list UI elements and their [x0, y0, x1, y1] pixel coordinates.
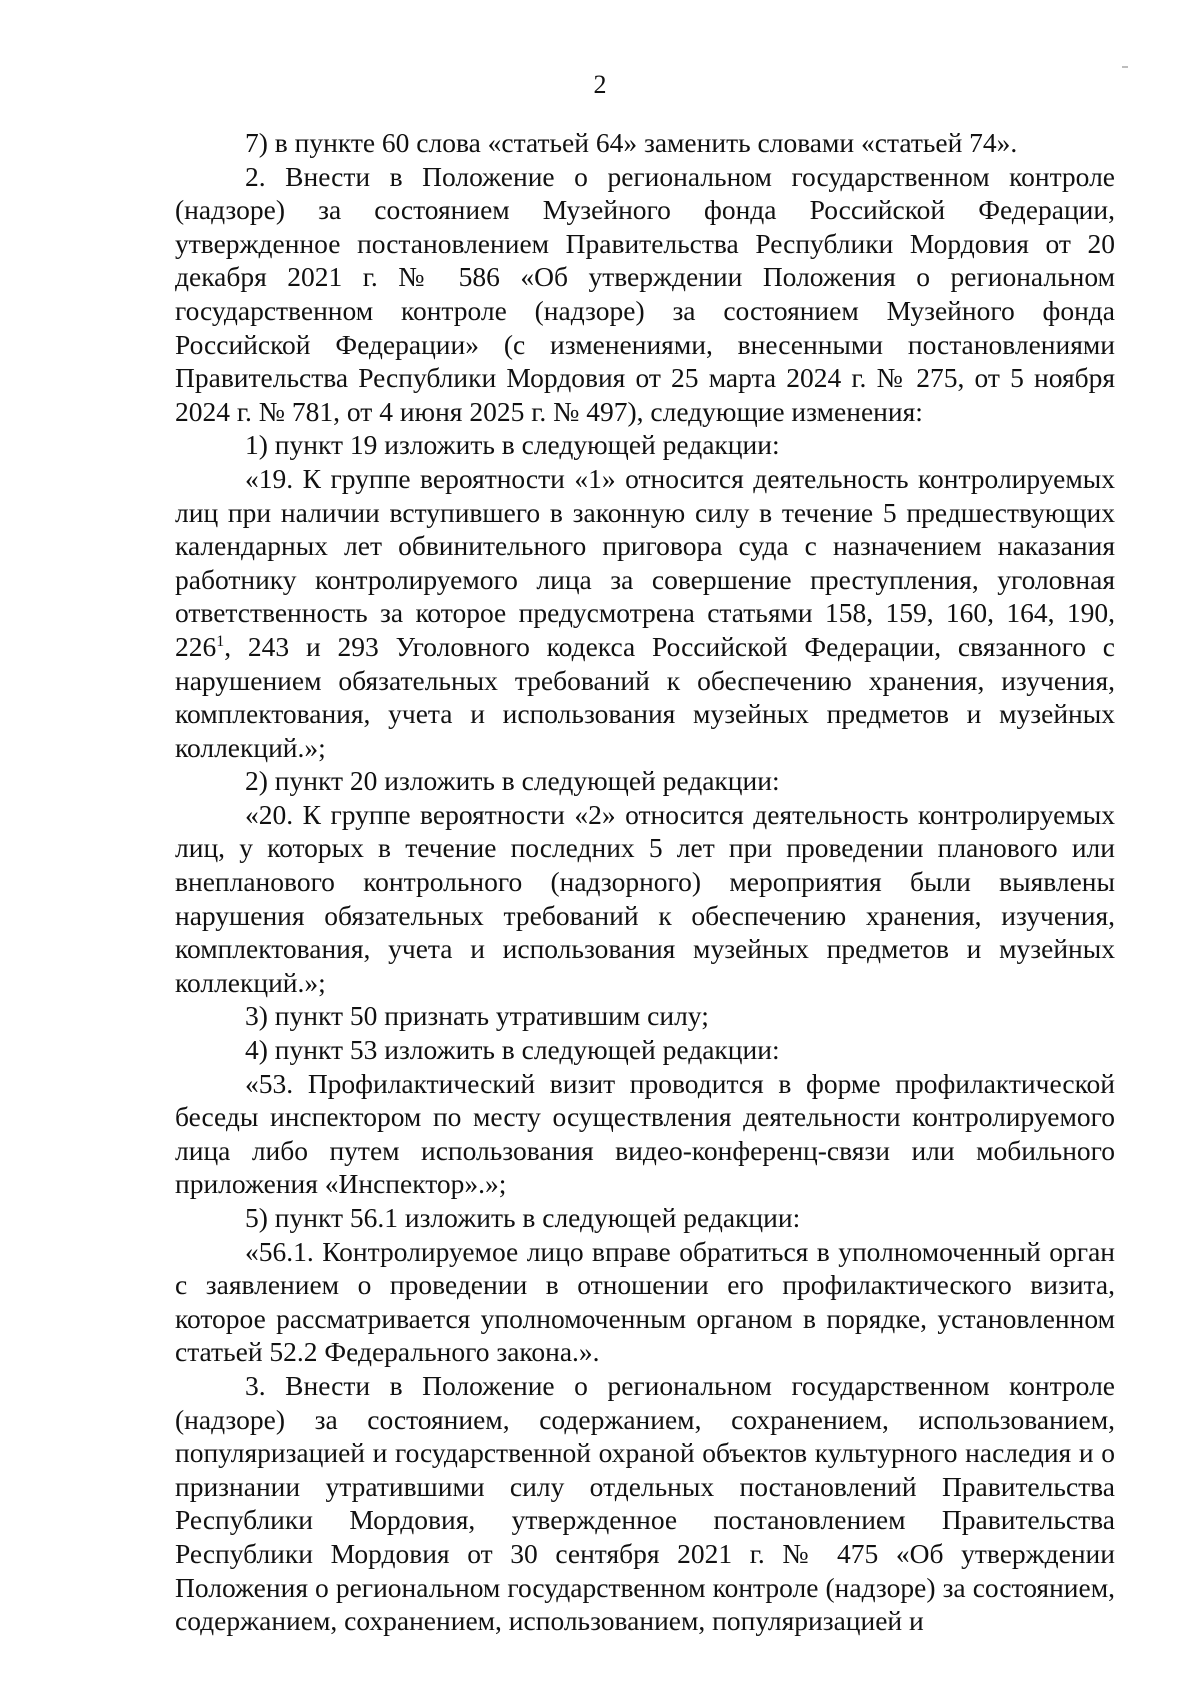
scan-mark	[1122, 66, 1128, 68]
document-body	[175, 126, 1115, 1638]
clause-19-text: «19. К группе вероятности «1» относится деятельность контролируемых лиц при наличии вступившего в законную силу в течение 5 предшествующих календарных лет обвинительного приговора суда с назначением наказания работнику контролируемого лица за совершение преступления, уголовная ответственность за которое предусмотрена статьями 158, 159, 160, 164, 190, 226	[175, 462, 1115, 662]
paragraph-item-5: 5) пункт 56.1 изложить в следующей редакции:	[245, 1202, 801, 1233]
paragraph-clause-53: «53. Профилактический визит проводится в форме профилактической беседы инспектором по месту осуществления деятельности контролируемого лица либо путем использования видео-конференц-связи или мобильного приложения «Инспектор».»;	[175, 1067, 1115, 1200]
paragraph-clause-20: «20. К группе вероятности «2» относится деятельность контролируемых лиц, у которых в течение последних 5 лет при проведении планового или внепланового контрольного (надзорного) мероприятия были выявлены нарушения обязательных требований к обеспечению хранения, изучения, комплектования, учета и использования музейных предметов и музейных коллекций.»;	[175, 798, 1115, 998]
paragraph-item-7: 7) в пункте 60 слова «статьей 64» заменить словами «статьей 74».	[245, 127, 1018, 158]
paragraph-item-4: 4) пункт 53 изложить в следующей редакции:	[245, 1034, 780, 1066]
clause-19-text-continued: , 243 и 293 Уголовного кодекса Российской Федерации, связанного с нарушением обязательных требований к обеспечению хранения, изучения, комплектования, учета и использования музейных предметов и музейных коллекций.»;	[175, 630, 1115, 763]
paragraph-item-1: 1) пункт 19 изложить в следующей редакции:	[245, 429, 780, 461]
paragraph-clause-19	[175, 462, 1115, 764]
paragraph-section-3: 3. Внести в Положение о региональном государственном контроле (надзоре) за состоянием, содержанием, сохранением, использованием, популяризацией и государственной охраной объектов культурного наследия и о признании утратившими силу отдельных постановлений Правительства Республики Мордовия, утвержденное постановлением Правительства Республики Мордовия от 30 сентября 2021 г. № 475 «Об утверждении Положения о региональном государственном контроле (надзоре) за состоянием, содержанием, сохранением, использованием, популяризацией и	[175, 1369, 1115, 1637]
paragraph-item-2: 2) пункт 20 изложить в следующей редакции:	[245, 765, 780, 797]
paragraph-section-2: 2. Внести в Положение о региональном государственном контроле (надзоре) за состоянием Музейного фонда Российской Федерации, утвержденное постановлением Правительства Республики Мордовия от 20 декабря 2021 г. № 586 «Об утверждении Положения о региональном государственном контроле (надзоре) за состоянием Музейного фонда Российской Федерации» (с изменениями, внесенными постановлениями Правительства Республики Мордовия от 25 марта 2024 г. № 275, от 5 ноября 2024 г. № 781, от 4 июня 2025 г. № 497), следующие изменения:	[175, 160, 1115, 427]
superscript-1: 1	[216, 632, 225, 650]
paragraph-item-3: 3) пункт 50 признать утратившим силу;	[245, 1000, 709, 1032]
page-number: 2	[593, 70, 607, 99]
paragraph-clause-56-1: «56.1. Контролируемое лицо вправе обратиться в уполномоченный орган с заявлением о проведении в отношении его профилактического визита, которое рассматривается уполномоченным органом в порядке, установленном статьей 52.2 Федерального закона.».	[175, 1235, 1115, 1368]
